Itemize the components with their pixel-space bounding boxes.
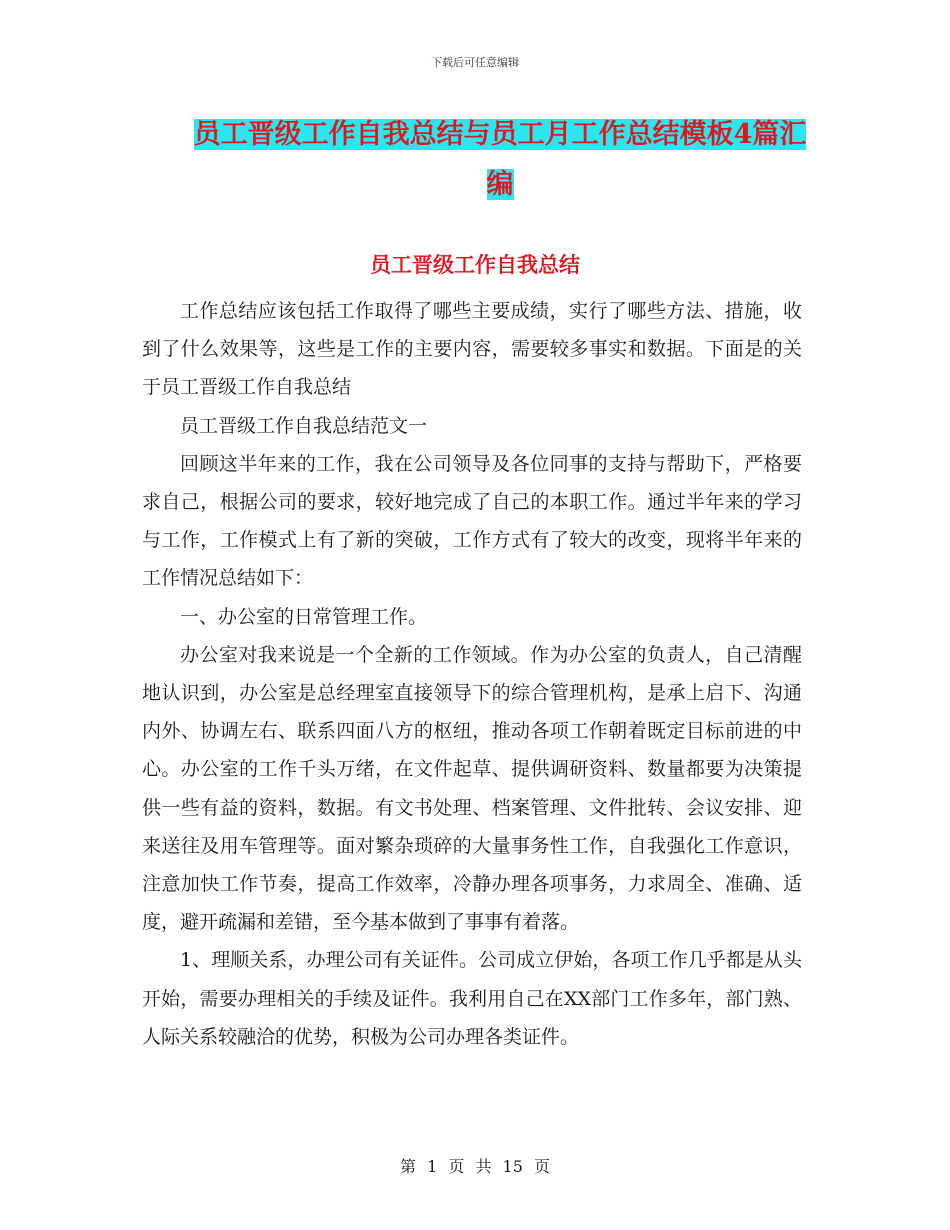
paragraph-sample-heading: 员工晋级工作自我总结范文一: [180, 414, 428, 437]
paragraph-heading-office: 一、办公室的日常管理工作。: [180, 605, 428, 628]
document-body: [142, 292, 802, 1056]
page-footer: 第 1 页 共 15 页: [400, 1157, 550, 1176]
section-title: 员工晋级工作自我总结: [370, 252, 580, 277]
document-title: [190, 110, 810, 210]
document-title-text: 员工晋级工作自我总结与员工月工作总结模板4篇汇编: [193, 119, 807, 200]
paragraph-item-1: 1、理顺关系，办理公司有关证件。公司成立伊始，各项工作几乎都是从头开始，需要办理相关的手续及证件。我利用自己在XX部门工作多年，部门熟、人际关系较融洽的优势，积极为公司办理各类证件。: [142, 949, 802, 1048]
paragraph-intro: 工作总结应该包括工作取得了哪些主要成绩，实行了哪些方法、措施，收到了什么效果等，这些是工作的主要内容，需要较多事实和数据。下面是的关于员工晋级工作自我总结: [142, 300, 802, 399]
paragraph-office-work: 办公室对我来说是一个全新的工作领域。作为办公室的负责人，自己清醒地认识到，办公室是总经理室直接领导下的综合管理机构，是承上启下、沟通内外、协调左右、联系四面八方的枢纽，推动各项工作朝着既定目标前进的中心。办公室的工作千头万绪，在文件起草、提供调研资料、数量都要为决策提供一些有益的资料，数据。有文书处理、档案管理、文件批转、会议安排、迎来送往及用车管理等。面对繁杂琐碎的大量事务性工作，自我强化工作意识，注意加快工作节奏，提高工作效率，冷静办理各项事务，力求周全、准确、适度，避开疏漏和差错，至今基本做到了事事有着落。: [142, 643, 802, 934]
page-header-note: 下载后可任意编辑: [431, 56, 519, 69]
paragraph-review: 回顾这半年来的工作，我在公司领导及各位同事的支持与帮助下，严格要求自己，根据公司的要求，较好地完成了自己的本职工作。通过半年来的学习与工作，工作模式上有了新的突破，工作方式有了较大的改变，现将半年来的工作情况总结如下：: [142, 452, 802, 590]
